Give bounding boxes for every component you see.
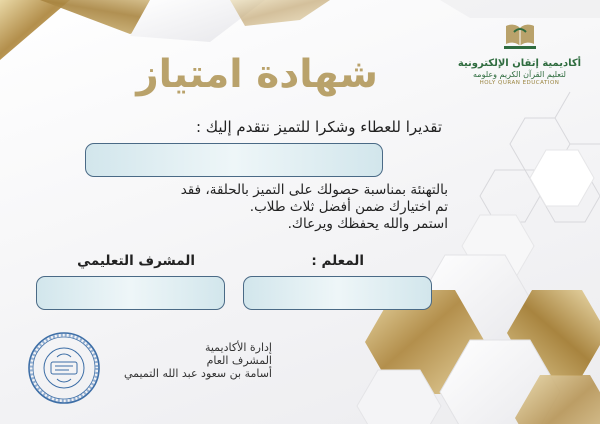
certificate-body (148, 182, 448, 233)
signature-line-3: أسامة بن سعود عبد الله التميمي (124, 367, 272, 380)
recipient-name-field[interactable] (85, 143, 383, 177)
signature-block (124, 341, 272, 380)
certificate-subtitle: تقديرا للعطاء وشكرا للتميز نتقدم إليك : (195, 118, 442, 136)
body-line: بالتهنئة بمناسبة حصولك على التميز بالحلقة، فقد (180, 182, 448, 198)
body-line: استمر والله يحفظك ويرعاك. (287, 216, 448, 232)
book-logo-icon (500, 22, 540, 54)
official-seal-icon (27, 331, 101, 405)
academy-tagline: لتعليم القرآن الكريم وعلومه (473, 70, 566, 79)
supervisor-name-field[interactable] (36, 276, 225, 310)
teacher-name-field[interactable] (243, 276, 432, 310)
academy-name: أكاديمية إتقان الإلكترونية (457, 58, 582, 69)
academy-logo (452, 22, 587, 86)
signature-line-2: المشرف العام (206, 354, 272, 367)
supervisor-label: المشرف التعليمي (77, 253, 195, 269)
signature-line-1: إدارة الأكاديمية (204, 341, 272, 354)
body-line: تم اختيارك ضمن أفضل ثلاث طلاب. (249, 199, 448, 215)
gold-band-top-left (0, 0, 70, 60)
teacher-label: المعلم : (311, 253, 364, 269)
certificate-title: شهادة امتياز (136, 52, 378, 97)
academy-tagline-en: HOLY QURAN EDUCATION (479, 80, 560, 86)
